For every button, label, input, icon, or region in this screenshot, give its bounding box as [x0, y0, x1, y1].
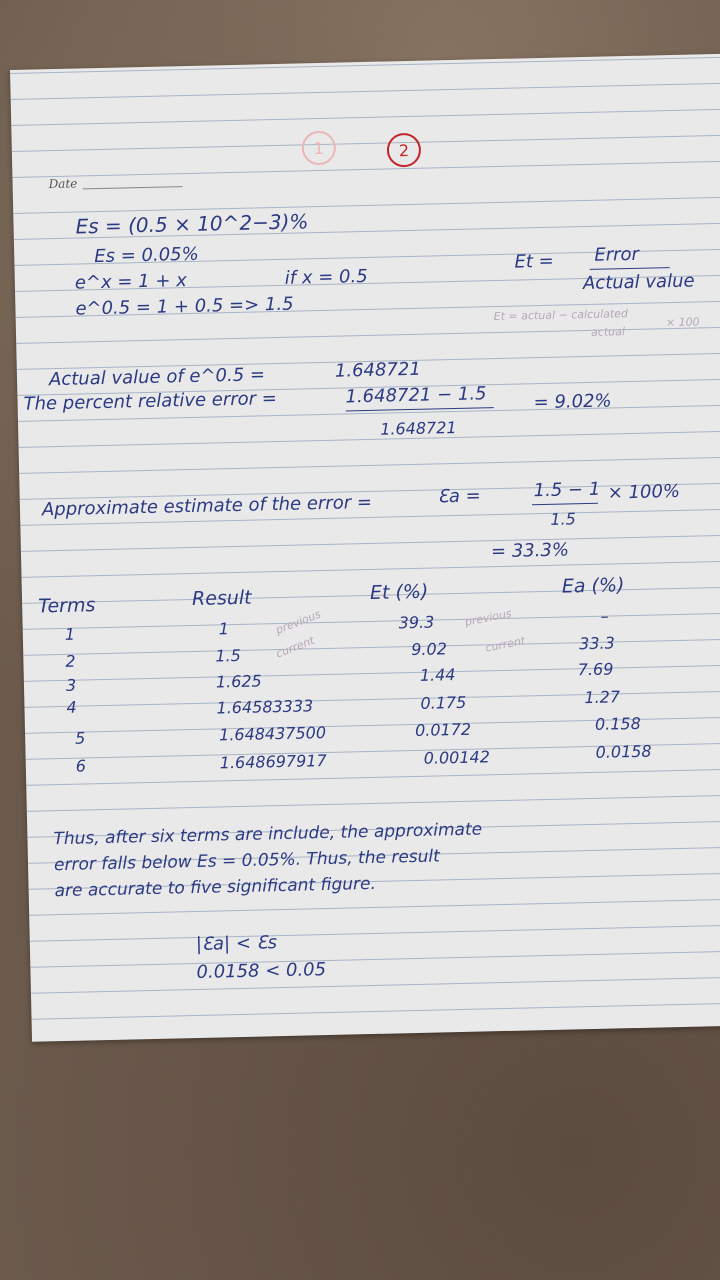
table-cell-et: 0.175 [420, 692, 467, 713]
table-header-result: Result [191, 586, 252, 611]
percent-error-numerator: 1.648721 − 1.5 [345, 383, 487, 408]
es-formula: Es = (0.5 × 10^2−3)% [75, 209, 309, 239]
table-cell-et: 39.3 [398, 612, 435, 633]
annotation-previous-result: previous [273, 607, 323, 637]
table-header-ea: Ea (%) [561, 574, 625, 598]
approx-result: = 33.3% [490, 539, 570, 563]
conclusion-line-3: are accurate to five significant figure. [54, 873, 377, 902]
table-cell-result: 1.648437500 [218, 723, 327, 745]
e05-approx: e^0.5 = 1 + 0.5 => 1.5 [75, 293, 294, 320]
et-denominator: Actual value [582, 270, 695, 295]
et-note-numerator: Et = actual − calculated [493, 307, 629, 324]
table-cell-result: 1 [218, 619, 230, 639]
actual-value-label: Actual value of e^0.5 = [48, 364, 266, 391]
table-cell-ea: 33.3 [578, 633, 615, 654]
et-label: Et = [514, 250, 554, 273]
approx-times: × 100% [607, 480, 681, 504]
et-numerator: Error [594, 243, 640, 266]
inequality-numeric: 0.0158 < 0.05 [196, 959, 327, 983]
approx-fraction-line [532, 503, 598, 505]
table-cell-terms: 5 [74, 728, 86, 748]
table-cell-ea: – [600, 606, 609, 626]
table-cell-et: 0.0172 [414, 719, 472, 740]
date-line [83, 186, 183, 189]
table-cell-result: 1.625 [215, 671, 262, 692]
annotation-current-et: current [484, 634, 527, 655]
table-cell-terms: 2 [65, 651, 76, 671]
table-cell-terms: 1 [64, 624, 76, 644]
annotation-current-result: current [274, 633, 317, 661]
ex-series: e^x = 1 + x [74, 270, 188, 294]
percent-error-denominator: 1.648721 [380, 417, 457, 439]
table-header-et: Et (%) [369, 580, 429, 604]
percent-error-fraction-line [346, 407, 494, 411]
page-number-circle: 2 [387, 133, 422, 168]
date-label: Date [48, 176, 78, 192]
notebook-page [10, 54, 720, 1042]
es-value: Es = 0.05% [94, 243, 199, 268]
table-cell-et: 1.44 [419, 665, 456, 685]
approx-numerator: 1.5 − 1 [533, 478, 601, 502]
et-note-extra: × 100 [665, 315, 700, 330]
table-cell-result: 1.648697917 [219, 750, 327, 773]
table-cell-result: 1.64583333 [216, 696, 314, 718]
table-cell-et: 9.02 [411, 639, 448, 660]
annotation-previous-et: previous [463, 606, 513, 629]
percent-error-result: = 9.02% [533, 390, 612, 414]
percent-error-label: The percent relative error = [23, 388, 278, 415]
if-x: if x = 0.5 [284, 265, 368, 289]
table-cell-ea: 0.158 [594, 713, 642, 734]
table-header-terms: Terms [37, 594, 96, 618]
approx-symbol: Ɛa = [437, 485, 481, 508]
conclusion-line-2: error falls below Es = 0.05%. Thus, the result [53, 846, 441, 876]
actual-value: 1.648721 [334, 358, 422, 382]
table-cell-terms: 3 [65, 675, 77, 695]
table-cell-result: 1.5 [215, 645, 242, 666]
table-cell-terms: 6 [75, 756, 87, 776]
conclusion-line-1: Thus, after six terms are include, the approximate [53, 819, 483, 850]
approx-denominator: 1.5 [550, 509, 576, 529]
et-fraction-line [590, 267, 670, 270]
table-cell-ea: 0.0158 [595, 741, 652, 762]
table-cell-ea: 7.69 [577, 659, 614, 680]
table-cell-terms: 4 [66, 697, 77, 717]
et-note-denominator: actual [590, 325, 626, 339]
inequality-symbolic: |Ɛa| < Ɛs [195, 932, 278, 956]
table-cell-ea: 1.27 [584, 687, 621, 708]
table-cell-et: 0.00142 [423, 747, 491, 768]
page-number-circle-faint: 1 [301, 131, 336, 166]
approx-estimate-label: Approximate estimate of the error = [41, 491, 373, 521]
